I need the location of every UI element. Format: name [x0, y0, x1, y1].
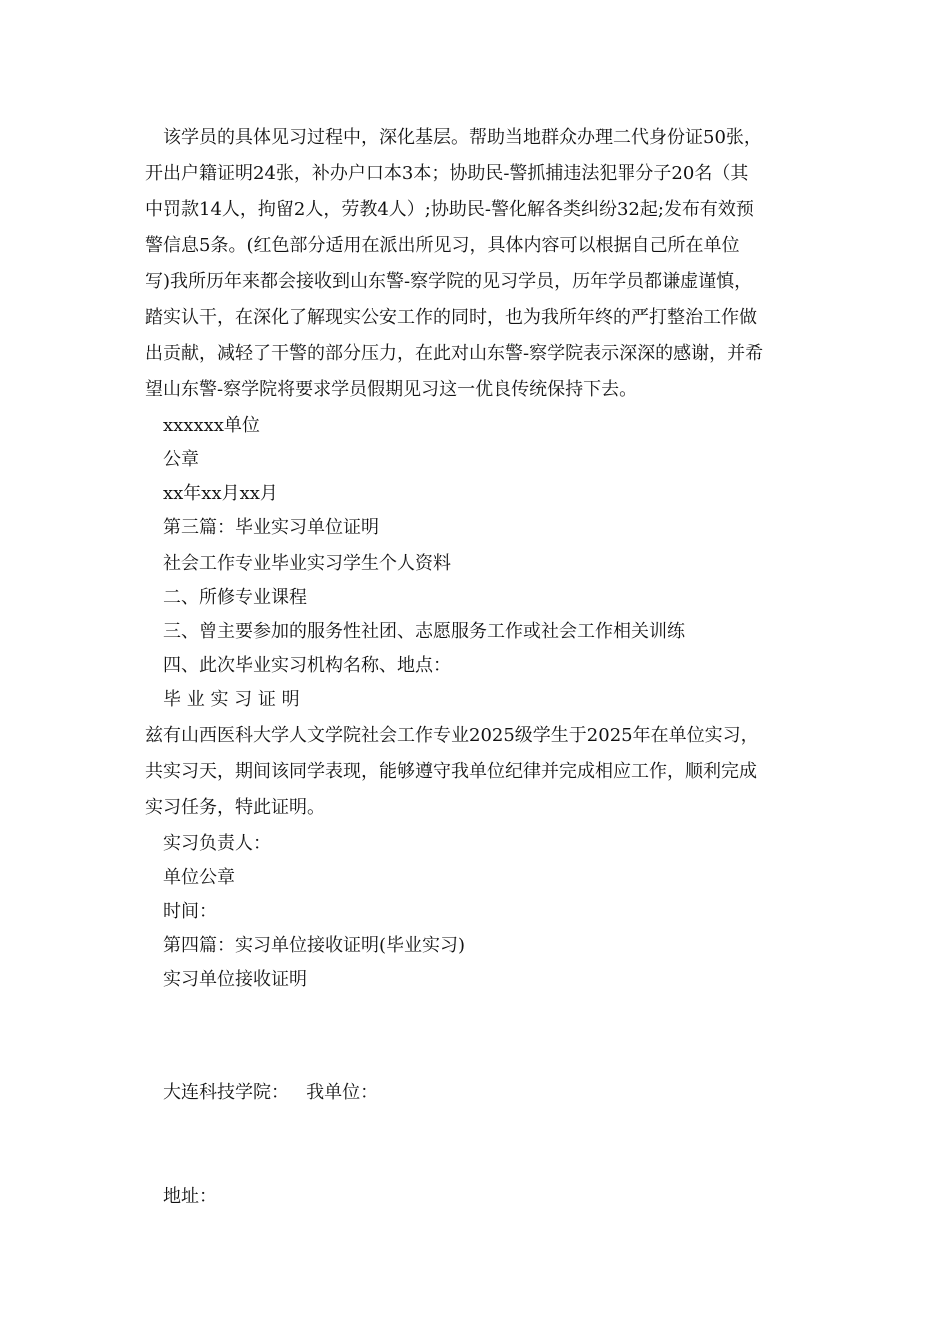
paragraph-1-line-1: 该学员的具体见习过程中，深化基层。帮助当地群众办理二代身份证50张，: [163, 127, 762, 148]
date-line: xx年xx月xx月: [163, 483, 278, 504]
paragraph-2-line-1: 兹有山西医科大学人文学院社会工作专业2025级学生于2025年在单位实习，: [145, 725, 759, 746]
paragraph-1-line-3: 中罚款14人，拘留2人，劳教4人）;协助民-警化解各类纠纷32起;发布有效预: [145, 199, 754, 220]
paragraph-1-line-5: 写)我所历年来都会接收到山东警-察学院的见习学员，历年学员都谦虚谨慎，: [145, 271, 753, 292]
certificate-title: 毕 业 实 习 证 明: [163, 689, 300, 710]
item-3: 三、曾主要参加的服务性社团、志愿服务工作或社会工作相关训练: [163, 621, 685, 642]
item-4: 四、此次毕业实习机构名称、地点：: [163, 655, 451, 676]
address-label: 地址：: [163, 1186, 217, 1207]
section-4-title: 第四篇：实习单位接收证明(毕业实习): [163, 935, 466, 956]
paragraph-2-line-3: 实习任务，特此证明。: [145, 797, 325, 818]
time-label: 时间：: [163, 901, 217, 922]
receipt-title: 实习单位接收证明: [163, 969, 307, 990]
paragraph-1-line-8: 望山东警-察学院将要求学员假期见习这一优良传统保持下去。: [145, 379, 638, 400]
paragraph-1-line-2: 开出户籍证明24张，补办户口本3本；协助民-警抓捕违法犯罪分子20名（其: [145, 163, 749, 184]
unit-name: xxxxxx单位: [163, 415, 260, 436]
supervisor-label: 实习负责人：: [163, 833, 271, 854]
paragraph-1-line-6: 踏实认干，在深化了解现实公安工作的同时，也为我所年终的严打整治工作做: [145, 307, 757, 328]
item-2: 二、所修专业课程: [163, 587, 307, 608]
profile-title: 社会工作专业毕业实习学生个人资料: [163, 553, 451, 574]
paragraph-1-line-7: 出贡献，减轻了干警的部分压力，在此对山东警-察学院表示深深的感谢，并希: [145, 343, 764, 364]
unit-seal-label: 单位公章: [163, 867, 235, 888]
paragraph-2-line-2: 共实习天，期间该同学表现，能够遵守我单位纪律并完成相应工作，顺利完成: [145, 761, 757, 782]
recipient-line: 大连科技学院： 我单位：: [163, 1082, 379, 1103]
seal-label: 公章: [163, 449, 199, 470]
paragraph-1-line-4: 警信息5条。(红色部分适用在派出所见习，具体内容可以根据自己所在单位: [145, 235, 740, 256]
section-3-title: 第三篇：毕业实习单位证明: [163, 517, 379, 538]
